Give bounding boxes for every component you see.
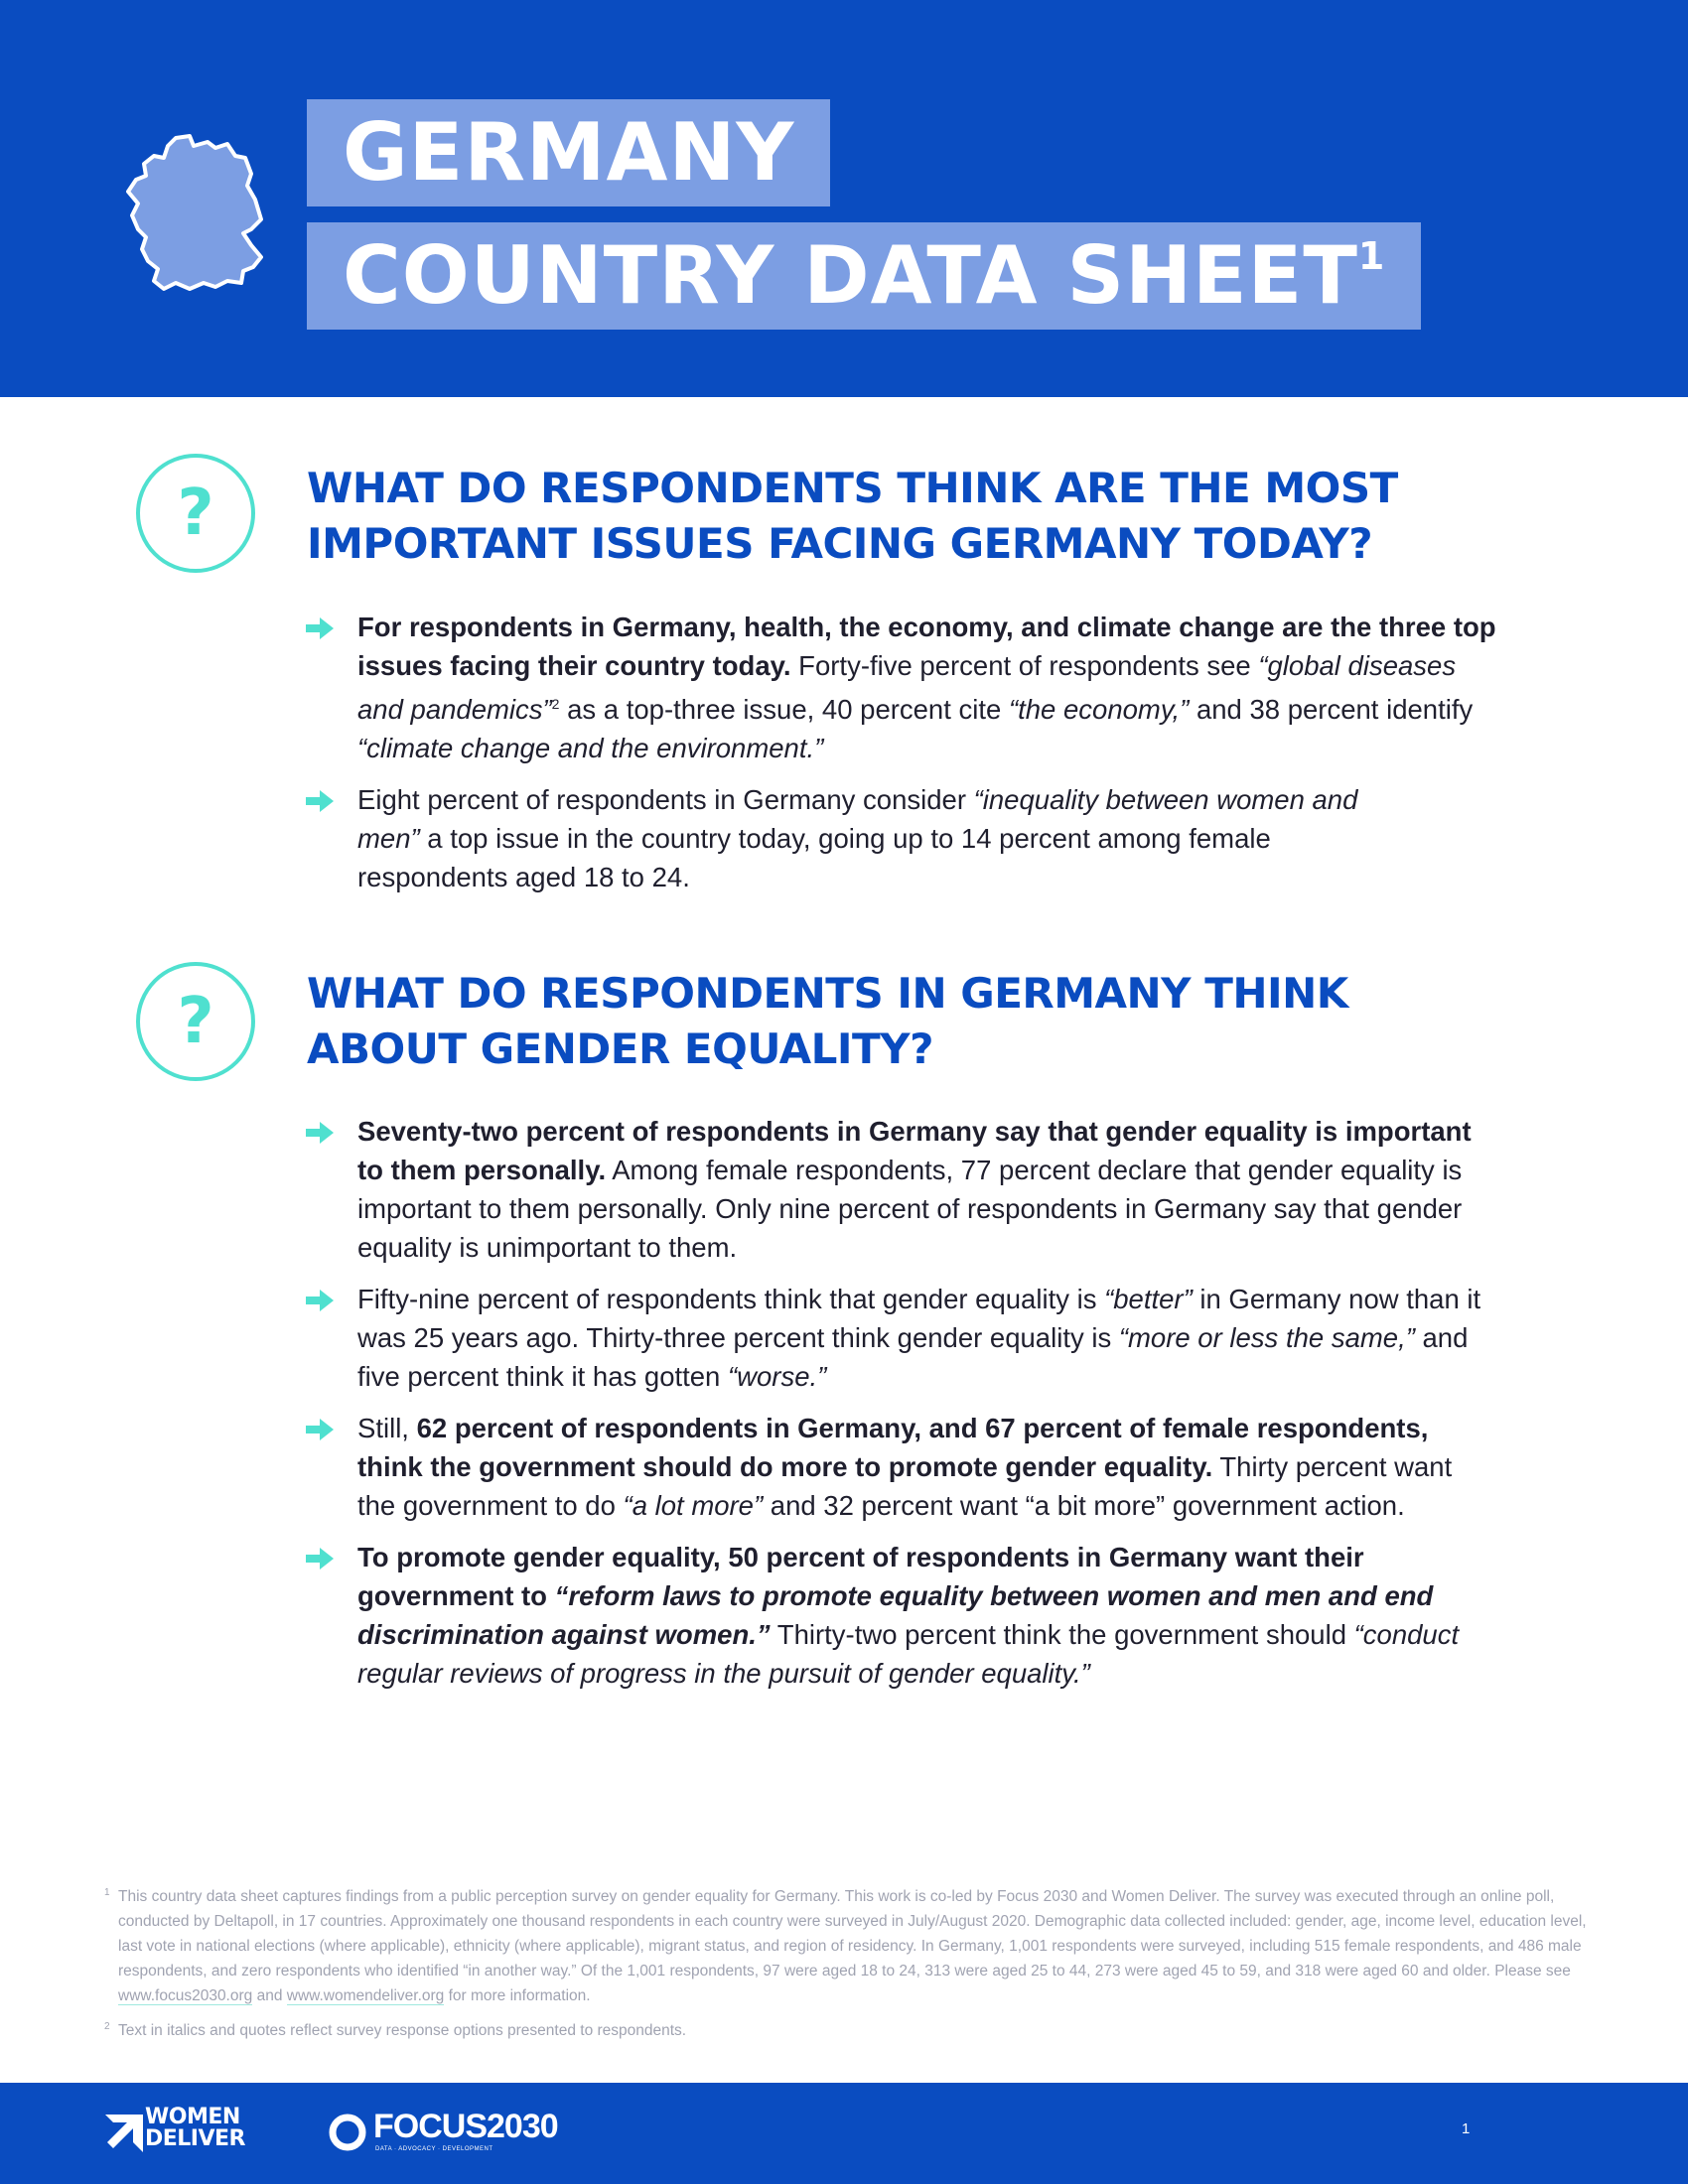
list-item: To promote gender equality, 50 percent of respondents in Germany want their government to “reform laws to promote equality between women and men and end discrimination against women.” Thirty-two percent think the government should “conduct regular reviews of progress in the pursuit of gender equality.”: [306, 1538, 1497, 1693]
women-deliver-arrow-icon: [103, 2111, 147, 2152]
footer-banner: [0, 2083, 1688, 2184]
footnote-ref-2[interactable]: 2: [551, 696, 560, 712]
footnote-1: 1 This country data sheet captures findings from a public perception survey on gender equality for Germany. This work is co-led by Focus 2030 and Women Deliver. The survey was executed through an online poll, conducted by Deltapoll, in 17 countries. Approximately one thousand respondents in each country were surveyed in July/August 2020. Demographic data collected included: gender, age, income level, education level, last vote in national elections (where applicable), ethnicity (where applicable), migrant status, and region of residency. In Germany, 1,001 respondents were surveyed, including 515 female respondents, and 486 male respondents, and zero respondents who identified “in another way.” Of the 1,001 respondents, 97 were aged 18 to 24, 313 were aged 25 to 44, 273 were aged 45 to 59, and 318 were aged 60 and older. Please see www.focus2030.org and www.womendeliver.org for more information.: [104, 1887, 1587, 2004]
focus2030-logo[interactable]: FOCUS2030 DATA · ADVOCACY · DEVELOPMENT: [328, 2107, 546, 2160]
question-mark-icon: ?: [136, 962, 255, 1081]
womendeliver-link[interactable]: www.womendeliver.org: [286, 1987, 445, 2004]
section-heading-issues: WHAT DO RESPONDENTS THINK ARE THE MOST IMPORTANT ISSUES FACING GERMANY TODAY?: [307, 464, 1398, 568]
footnote-ref-1[interactable]: 1: [1357, 234, 1386, 278]
arrow-bullet-icon: [306, 1548, 334, 1570]
header-banner: [0, 0, 1688, 397]
list-item: Eight percent of respondents in Germany consider “inequality between women and men” a top issue in the country today, going up to 14 percent among female respondents aged 18 to 24.: [306, 780, 1400, 896]
list-item: For respondents in Germany, health, the economy, and climate change are the three top issues facing their country today. Forty-five percent of respondents see “global diseases and pandemics”$^2$ as a top-three issue, 40 percent cite “the economy,” and 38 percent identify “climate change and the environment.”: [306, 608, 1497, 767]
arrow-bullet-icon: [306, 1419, 334, 1440]
page-number: 1: [1462, 2120, 1471, 2137]
women-deliver-logo[interactable]: WOMEN DELIVER: [103, 2107, 262, 2156]
arrow-bullet-icon: [306, 617, 334, 639]
gender-equality-bullet-list: [306, 1112, 1497, 1706]
arrow-bullet-icon: [306, 1122, 334, 1144]
list-item: Seventy-two percent of respondents in Germany say that gender equality is important to them personally. Among female respondents, 77 percent declare that gender equality is important to them personally. Only nine percent of respondents in Germany say that gender equality is unimportant to them.: [306, 1112, 1497, 1267]
page-title-country: GERMANY: [307, 99, 830, 206]
focus2030-link[interactable]: www.focus2030.org: [118, 1987, 253, 2004]
list-item: Still, 62 percent of respondents in Germany, and 67 percent of female respondents, think the government should do more to promote gender equality. Thirty percent want the government to do “a lot more” and 32 percent want “a bit more” government action.: [306, 1409, 1497, 1525]
footnotes: [104, 1884, 1594, 2053]
focus2030-circle-icon: [328, 2113, 367, 2152]
footnote-2: 2 Text in italics and quotes reflect survey response options presented to respondents.: [104, 2021, 687, 2039]
question-mark-icon: ?: [136, 454, 255, 573]
arrow-bullet-icon: [306, 790, 334, 812]
section-heading-gender-equality: WHAT DO RESPONDENTS IN GERMANY THINK ABOUT GENDER EQUALITY?: [307, 969, 1348, 1073]
page-title-subtitle: COUNTRY DATA SHEET$^1$: [307, 222, 1421, 330]
issues-bullet-list: [306, 608, 1497, 909]
list-item: Fifty-nine percent of respondents think that gender equality is “better” in Germany now than it was 25 years ago. Thirty-three percent think gender equality is “more or less the same,” and five percent think it has gotten “worse.”: [306, 1280, 1497, 1396]
germany-map-icon: [124, 134, 268, 293]
arrow-bullet-icon: [306, 1290, 334, 1311]
